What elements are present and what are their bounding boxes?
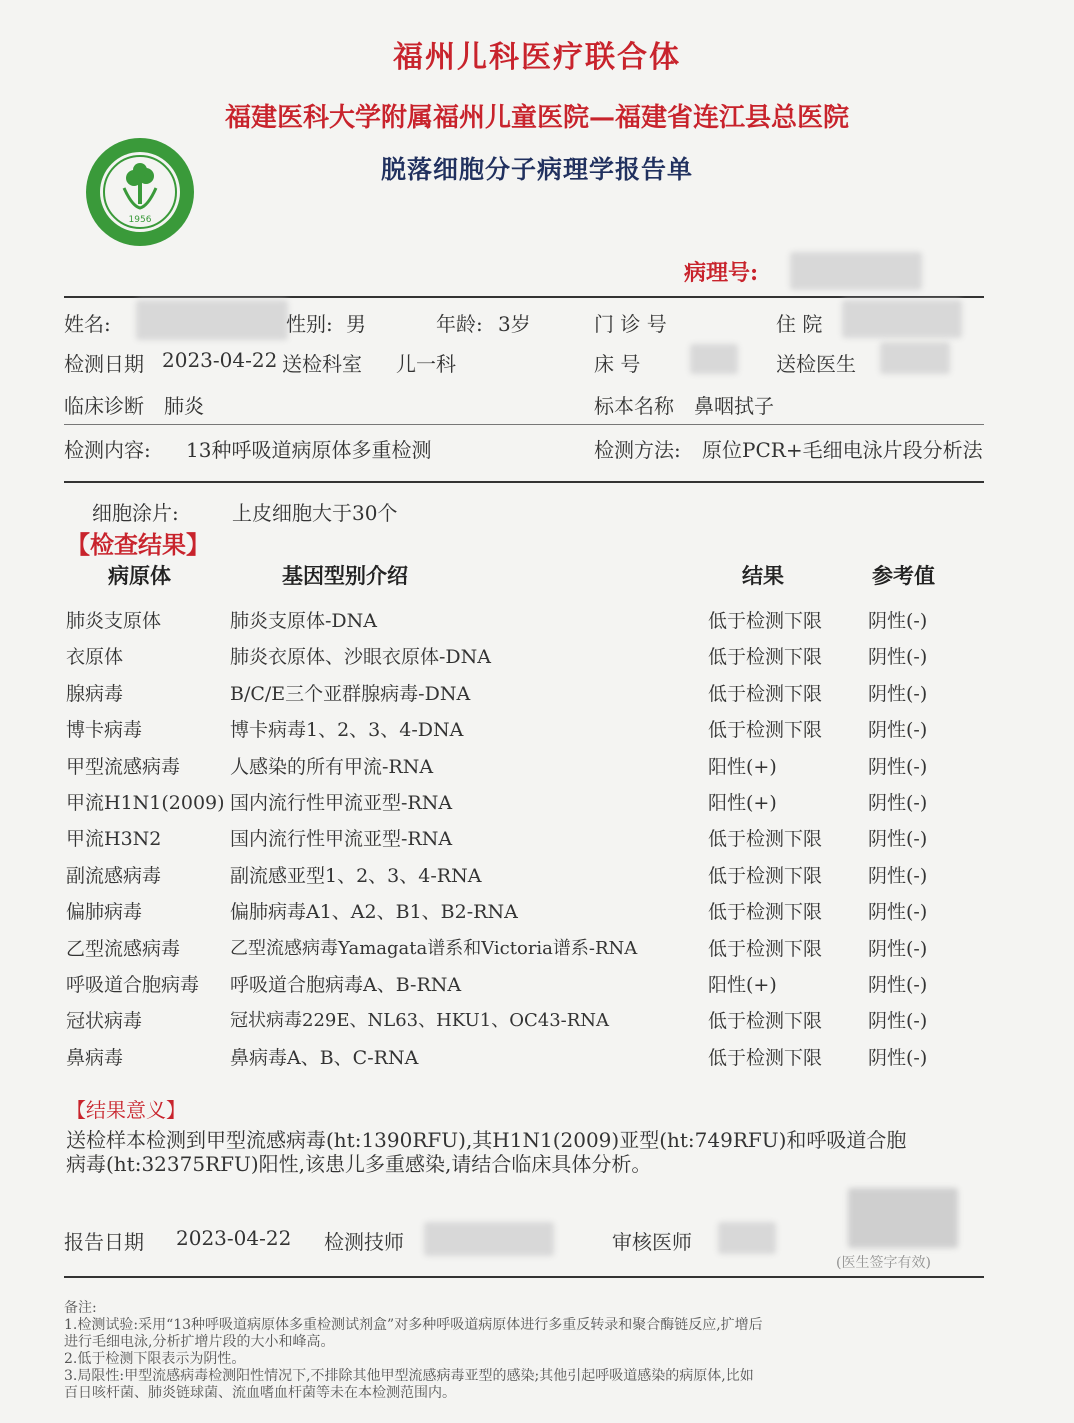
redacted-signature: [848, 1188, 958, 1248]
pathogen-cell: 甲型流感病毒: [66, 756, 181, 778]
divider: [64, 1276, 984, 1278]
reviewer-label: 审核医师: [612, 1230, 692, 1254]
significance-line-2: 病毒(ht:32375RFU)阳性,该患儿多重感染,请结合临床具体分析。: [66, 1152, 652, 1176]
notes-line: 2.低于检测下限表示为阴性。: [64, 1351, 246, 1367]
redacted-reviewer: [718, 1222, 776, 1254]
pathology-number-label: 病理号:: [684, 260, 759, 286]
specimen-label: 标本名称: [594, 394, 674, 418]
bed-label: 床 号: [594, 352, 641, 376]
genotype-cell: 肺炎衣原体、沙眼衣原体-DNA: [230, 646, 492, 668]
notes-line: 百日咳杆菌、肺炎链球菌、流血嗜血杆菌等未在本检测范围内。: [64, 1385, 456, 1401]
technician-label: 检测技师: [324, 1230, 404, 1254]
col-header-genotype: 基因型别介绍: [282, 563, 408, 588]
divider: [64, 296, 984, 298]
reference-cell: 阴性(-): [868, 865, 928, 887]
genotype-cell: 国内流行性甲流亚型-RNA: [230, 792, 453, 814]
pathogen-cell: 腺病毒: [66, 683, 124, 705]
logo-year: 1956: [128, 215, 152, 225]
genotype-cell: 偏肺病毒A1、A2、B1、B2-RNA: [230, 901, 518, 923]
method-label: 检测方法:: [594, 438, 681, 462]
notes-line: 进行毛细电泳,分析扩增片段的大小和峰高。: [64, 1334, 335, 1350]
significance-line-1: 送检样本检测到甲型流感病毒(ht:1390RFU),其H1N1(2009)亚型(ht:749RFU)和呼吸道合胞: [66, 1128, 907, 1152]
specimen-value: 鼻咽拭子: [694, 394, 774, 418]
inpatient-label: 住 院: [776, 312, 823, 336]
genotype-cell: 人感染的所有甲流-RNA: [230, 756, 434, 778]
method-value: 原位PCR+毛细电泳片段分析法: [702, 438, 983, 462]
reference-cell: 阴性(-): [868, 1047, 928, 1069]
pathogen-cell: 甲流H3N2: [66, 828, 162, 850]
reference-cell: 阴性(-): [868, 683, 928, 705]
notes-title: 备注:: [64, 1300, 97, 1316]
result-cell: 阳性(+): [708, 974, 777, 996]
genotype-cell: 副流感亚型1、2、3、4-RNA: [230, 865, 482, 887]
significance-title: 【结果意义】: [66, 1098, 186, 1122]
result-cell: 低于检测下限: [708, 646, 823, 668]
diagnosis-label: 临床诊断: [64, 394, 144, 418]
pathogen-cell: 副流感病毒: [66, 865, 162, 887]
hospital-names: 福建医科大学附属福州儿童医院—福建省连江县总医院: [224, 103, 849, 133]
genotype-cell: 博卡病毒1、2、3、4-DNA: [230, 719, 464, 741]
pathogen-cell: 乙型流感病毒: [66, 938, 181, 960]
pathogen-cell: 呼吸道合胞病毒: [66, 974, 200, 996]
reference-cell: 阴性(-): [868, 828, 928, 850]
report-date-value: 2023-04-22: [176, 1226, 292, 1250]
pathogen-cell: 博卡病毒: [66, 719, 143, 741]
reference-cell: 阴性(-): [868, 974, 928, 996]
name-label: 姓名:: [64, 312, 111, 336]
test-date-value: 2023-04-22: [162, 348, 278, 372]
redacted-bed: [690, 344, 738, 374]
redacted-pathology-number: [790, 252, 922, 290]
dept-label: 送检科室: [282, 352, 362, 376]
genotype-cell: 呼吸道合胞病毒A、B-RNA: [230, 974, 462, 996]
hospital-logo: [84, 136, 196, 248]
genotype-cell: 鼻病毒A、B、C-RNA: [230, 1047, 419, 1069]
redacted-doctor: [880, 342, 950, 374]
genotype-cell: 乙型流感病毒Yamagata谱系和Victoria谱系-RNA: [230, 938, 638, 959]
pathogen-cell: 偏肺病毒: [66, 901, 143, 923]
col-header-pathogen: 病原体: [108, 563, 171, 588]
dept-value: 儿一科: [396, 352, 456, 376]
notes-line: 3.局限性:甲型流感病毒检测阳性情况下,不排除其他甲型流感病毒亚型的感染;其他引起呼吸道感染的病原体,比如: [64, 1368, 754, 1384]
divider: [64, 424, 984, 425]
result-cell: 阳性(+): [708, 792, 777, 814]
pathogen-cell: 衣原体: [66, 646, 124, 668]
col-header-result: 结果: [742, 563, 784, 588]
result-cell: 低于检测下限: [708, 610, 823, 632]
result-cell: 低于检测下限: [708, 901, 823, 923]
diagnosis-value: 肺炎: [164, 394, 204, 418]
report-title: 脱落细胞分子病理学报告单: [380, 155, 693, 184]
result-cell: 低于检测下限: [708, 828, 823, 850]
gender-label: 性别:: [286, 312, 333, 336]
reference-cell: 阴性(-): [868, 756, 928, 778]
alliance-title: 福州儿科医疗联合体: [393, 40, 681, 75]
redacted-inpatient-number: [842, 300, 962, 338]
report-date-label: 报告日期: [64, 1230, 144, 1254]
col-header-reference: 参考值: [872, 563, 935, 588]
reference-cell: 阴性(-): [868, 719, 928, 741]
pathogen-cell: 肺炎支原体: [66, 610, 162, 632]
result-cell: 低于检测下限: [708, 1010, 823, 1032]
doctor-label: 送检医生: [776, 352, 856, 376]
reference-cell: 阴性(-): [868, 646, 928, 668]
age-value: 3岁: [498, 312, 531, 336]
pathogen-cell: 冠状病毒: [66, 1010, 143, 1032]
genotype-cell: 冠状病毒229E、NL63、HKU1、OC43-RNA: [230, 1010, 610, 1031]
outpatient-label: 门 诊 号: [594, 312, 667, 336]
result-cell: 低于检测下限: [708, 865, 823, 887]
notes-line: 1.检测试验:采用“13种呼吸道病原体多重检测试剂盒”对多种呼吸道病原体进行多重反转录和聚合酶链反应,扩增后: [64, 1317, 763, 1333]
age-label: 年龄:: [436, 312, 483, 336]
pathogen-cell: 甲流H1N1(2009): [66, 792, 225, 814]
result-cell: 低于检测下限: [708, 683, 823, 705]
redacted-name: [136, 300, 288, 340]
genotype-cell: 国内流行性甲流亚型-RNA: [230, 828, 453, 850]
test-date-label: 检测日期: [64, 352, 144, 376]
content-value: 13种呼吸道病原体多重检测: [186, 438, 432, 462]
smear-label: 细胞涂片:: [92, 501, 179, 525]
reference-cell: 阴性(-): [868, 938, 928, 960]
divider: [64, 481, 984, 483]
result-cell: 低于检测下限: [708, 719, 823, 741]
redacted-technician: [424, 1222, 554, 1256]
signature-note: (医生签字有效): [836, 1255, 931, 1271]
reference-cell: 阴性(-): [868, 792, 928, 814]
result-cell: 低于检测下限: [708, 1047, 823, 1069]
genotype-cell: 肺炎支原体-DNA: [230, 610, 377, 632]
reference-cell: 阴性(-): [868, 610, 928, 632]
result-cell: 低于检测下限: [708, 938, 823, 960]
reference-cell: 阴性(-): [868, 901, 928, 923]
gender-value: 男: [346, 312, 366, 336]
content-label: 检测内容:: [64, 438, 151, 462]
genotype-cell: B/C/E三个亚群腺病毒-DNA: [230, 683, 471, 705]
result-cell: 阳性(+): [708, 756, 777, 778]
smear-value: 上皮细胞大于30个: [232, 501, 398, 525]
pathogen-cell: 鼻病毒: [66, 1047, 124, 1069]
results-section-title: 【检查结果】: [66, 530, 210, 559]
reference-cell: 阴性(-): [868, 1010, 928, 1032]
